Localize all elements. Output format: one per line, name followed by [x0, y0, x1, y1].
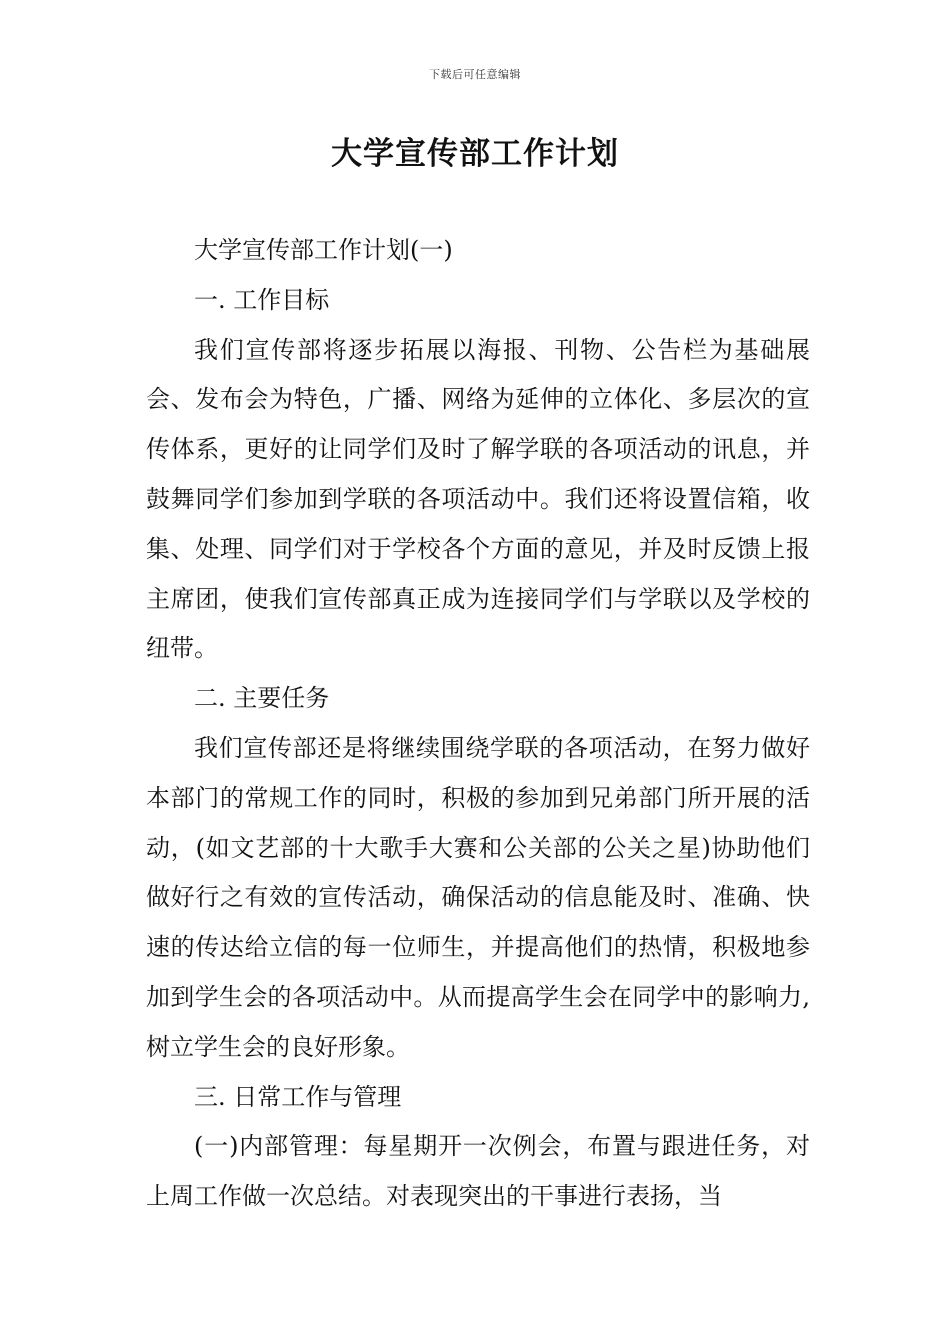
paragraph-tasks: 我们宣传部还是将继续围绕学联的各项活动，在努力做好本部门的常规工作的同时，积极的参加到兄弟部门所开展的活动，(如文艺部的十大歌手大赛和公关部的公关之星)协助他们做好行之有效的宣传活动，确保活动的信息能及时、准确、快速的传达给立信的每一位师生，并提高他们的热情，积极地参加到学生会的各项活动中。从而提高学生会在同学中的影响力,树立学生会的良好形象。: [146, 733, 810, 1061]
paragraph-goals: 我们宣传部将逐步拓展以海报、刊物、公告栏为基础展会、发布会为特色，广播、网络为延伸的立体化、多层次的宣传体系，更好的让同学们及时了解学联的各项活动的讯息，并鼓舞同学们参加到学联的各项活动中。我们还将设置信箱，收集、处理、同学们对于学校各个方面的意见，并及时反馈上报主席团，使我们宣传部真正成为连接同学们与学联以及学校的纽带。: [146, 335, 810, 663]
document-body: [146, 226, 810, 1222]
document-subtitle: 大学宣传部工作计划(一): [194, 236, 453, 264]
section-heading-daily-work: 三. 日常工作与管理: [194, 1082, 402, 1111]
document-title: 大学宣传部工作计划: [331, 136, 619, 172]
section-heading-goals: 一. 工作目标: [194, 285, 330, 314]
header-note: 下载后可任意编辑: [429, 68, 521, 81]
section-heading-tasks: 二. 主要任务: [194, 684, 330, 713]
paragraph-internal-management: (一)内部管理：每星期开一次例会，布置与跟进任务，对上周工作做一次总结。对表现突出的干事进行表扬，当: [146, 1132, 810, 1211]
